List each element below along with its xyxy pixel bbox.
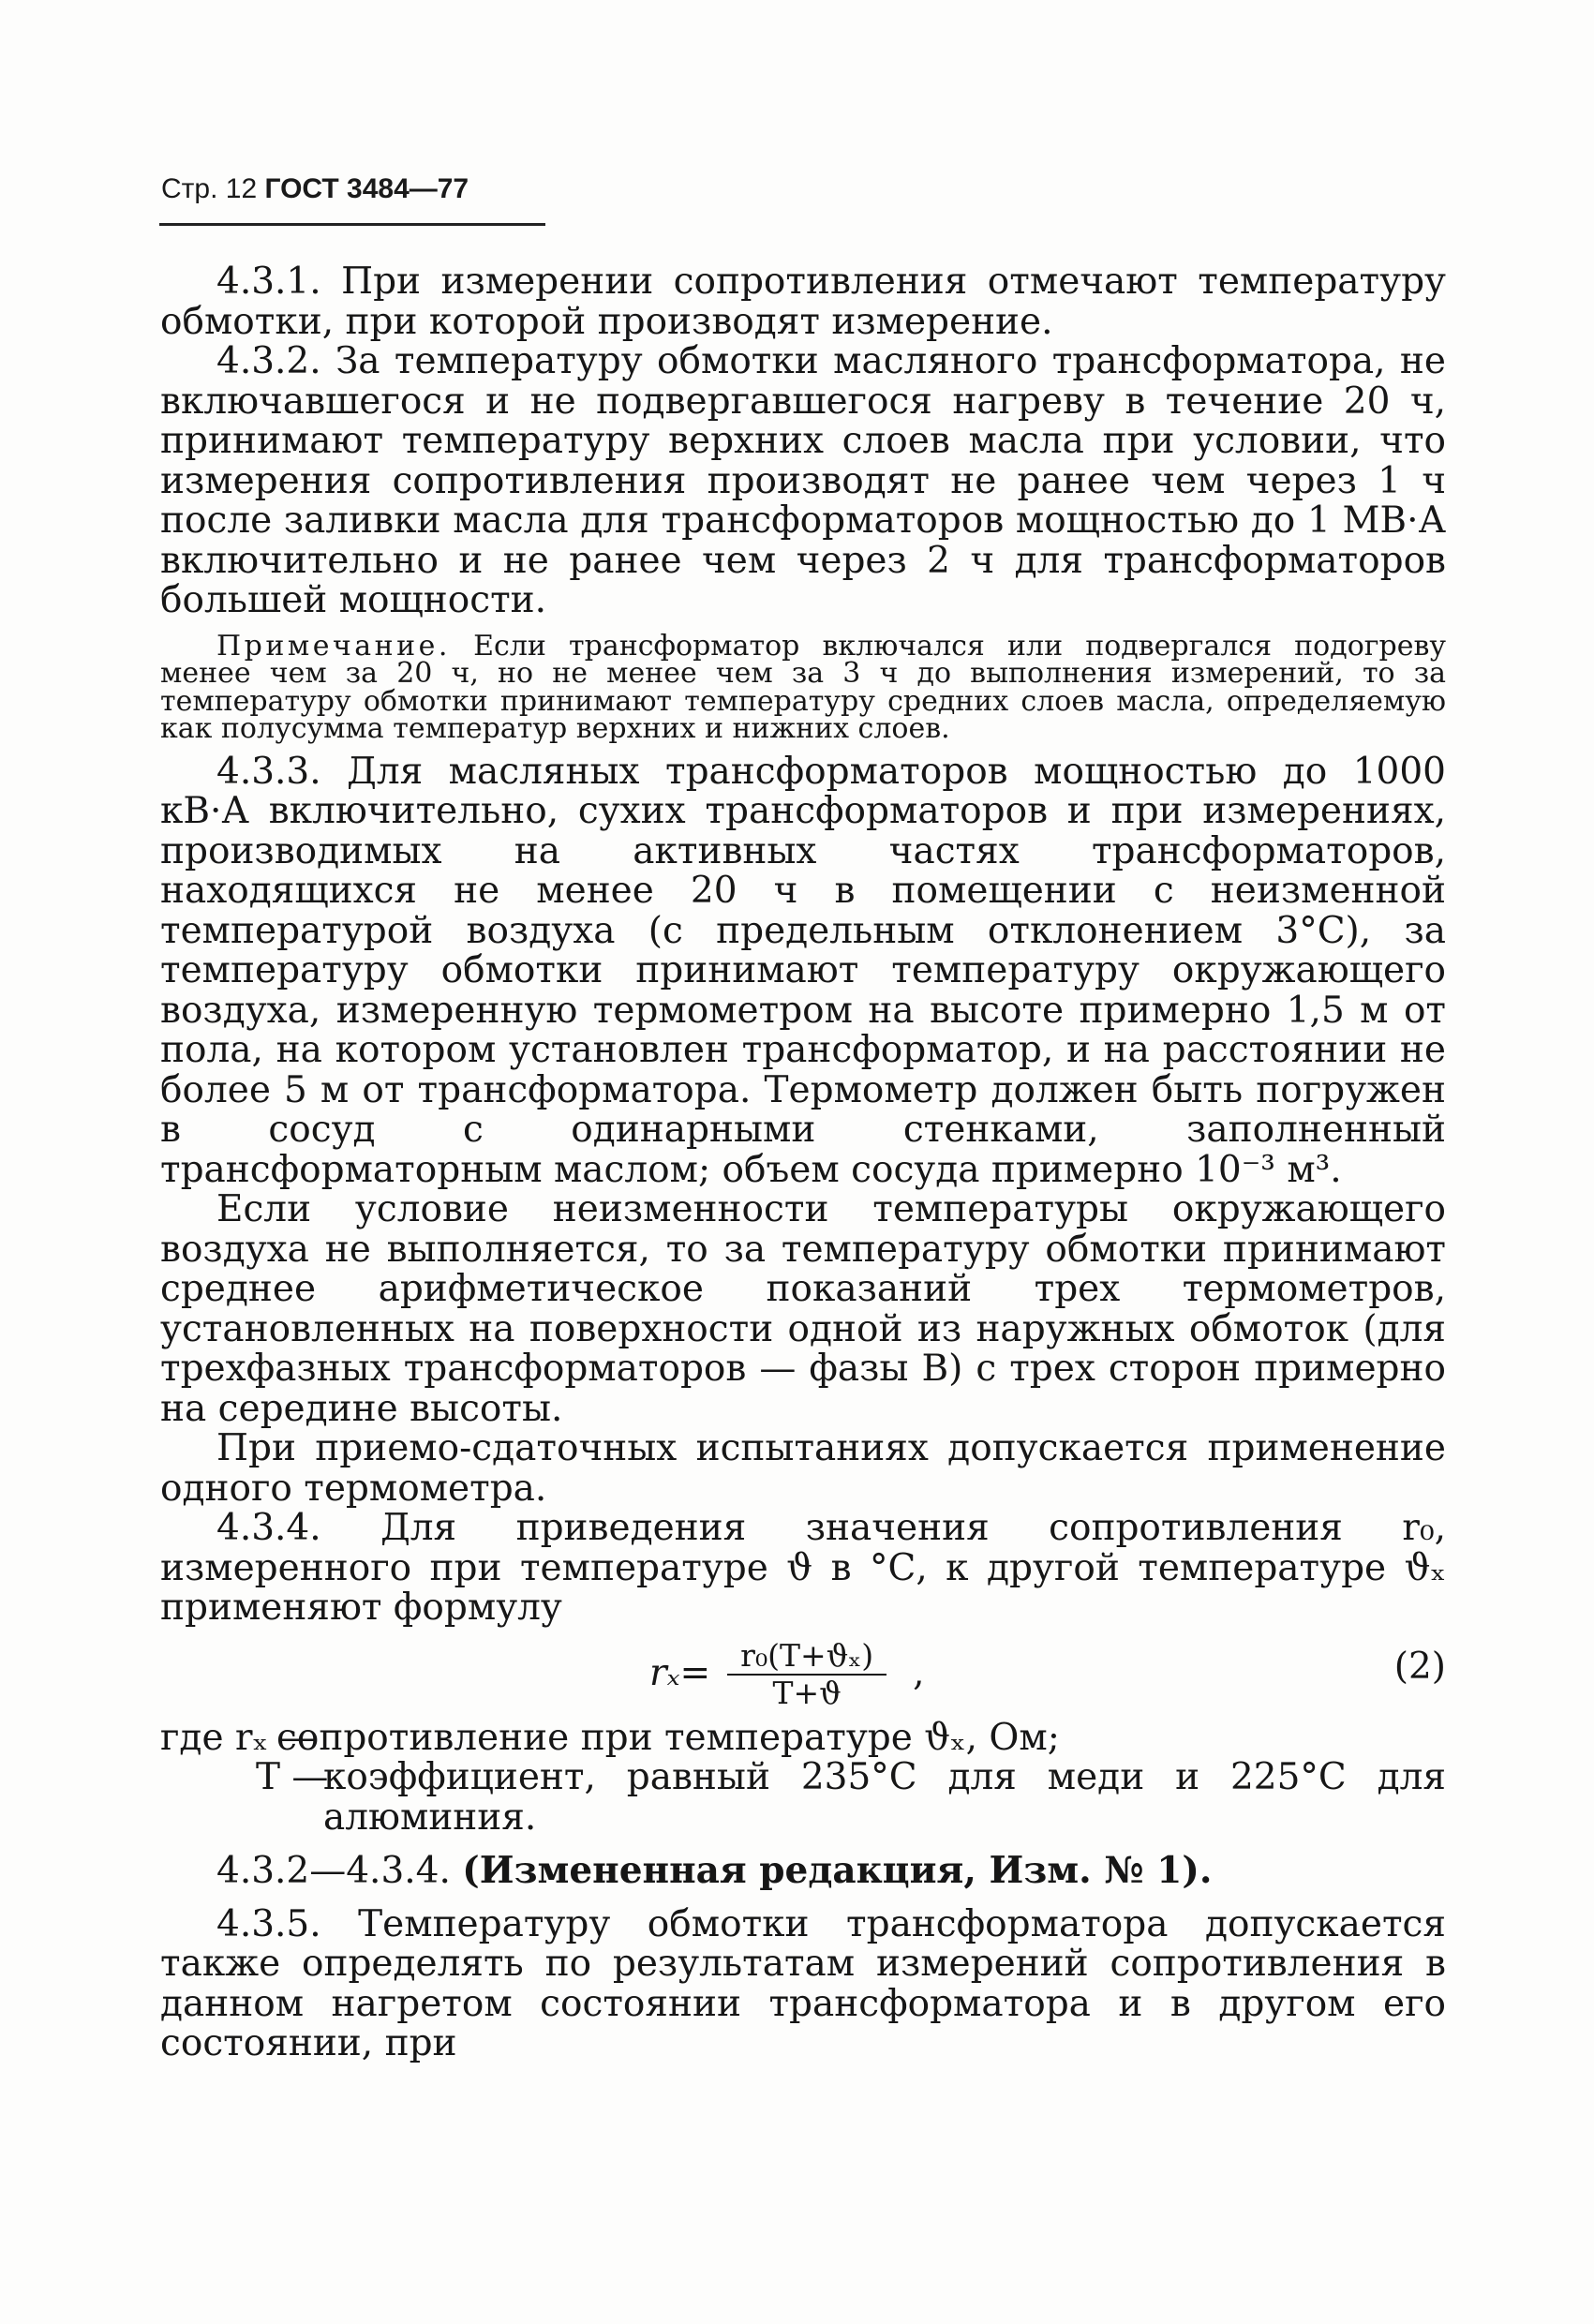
definition-key: где rₓ — [160, 1716, 317, 1759]
definition-t [160, 1758, 1446, 1838]
definition-text: коэффициент, равный 235°С для меди и 225°С для алюминия. [323, 1756, 1446, 1839]
paragraph-4-3-3: 4.3.3. Для масляных трансформаторов мощностью до 1000 кВ·А включительно, сухих трансформаторов и при измерениях, производимых на активных частях трансформаторов, находящихся не менее 20 ч в помещении с неизменной температурой воздуха (с предельным отклонением 3°С), за температуру обмотки принимают температуру окружающего воздуха, измеренную термометром на высоте примерно 1,5 м от пола, на котором установлен трансформатор, и на расстоянии не более 5 м от трансформатора. Термометр должен быть погружен в сосуд с одинарными стенками, заполненный трансформаторным маслом; объем сосуда примерно 10⁻³ м³. [160, 750, 1446, 1191]
paragraph-4-3-2: 4.3.2. За температуру обмотки масляного трансформатора, не включавшегося и не подвергавшегося нагреву в течение 20 ч, принимают температуру верхних слоев масла при условии, что измерения сопротивления производят не ранее чем через 1 ч после заливки масла для трансформаторов мощностью до 1 МВ·А включительно и не ранее чем через 2 ч для трансформаторов большей мощности. [160, 340, 1446, 621]
definition-rx [160, 1716, 1446, 1759]
paragraph-4-3-3-continued: Если условие неизменности температуры окружающего воздуха не выполняется, то за температуру обмотки принимают среднее арифметическое показаний трех термометров, установленных на поверхности одной из наружных обмоток (для трехфазных трансформаторов — фазы В) с трех сторон примерно на середине высоты. [160, 1188, 1446, 1430]
formula-denominator: T+ϑ [772, 1674, 842, 1711]
formula-lhs: rₓ= [649, 1652, 711, 1695]
amendment-prefix: 4.3.2—4.3.4. [216, 1850, 451, 1892]
definition-key: T — [256, 1756, 329, 1798]
formula-2 [160, 1629, 1446, 1719]
document-body [160, 262, 1446, 2064]
formula-definitions [160, 1716, 1446, 1839]
note [160, 629, 1446, 745]
amendment-note [160, 1851, 1446, 1892]
definition-text: сопротивление при температуре ϑₓ, Ом; [276, 1716, 1060, 1759]
paragraph-4-3-1: 4.3.1. При измерении сопротивления отмечают температуру обмотки, при которой производят измерение. [160, 261, 1446, 343]
formula-numerator: r₀(T+ϑₓ) [727, 1638, 886, 1676]
formula-comma: , [913, 1652, 925, 1695]
paragraph-4-3-5: 4.3.5. Температуру обмотки трансформатора допускается также определять по результатам измерений сопротивления в данном нагретом состоянии трансформатора и в другом его состоянии, при [160, 1902, 1446, 2064]
page-header [161, 173, 469, 205]
paragraph-4-3-4: 4.3.4. Для приведения значения сопротивления r₀, измеренного при температуре ϑ в °С, к другой температуре ϑₓ применяют формулу [160, 1507, 1446, 1629]
formula-fraction [727, 1638, 886, 1711]
note-text: Если трансформатор включался или подвергался подогреву менее чем за 20 ч, но не менее чем за 3 ч до выполнения измерений, то за температуру обмотки принимают температуру средних слоев масла, определяемую как полусумма температур верхних и нижних слоев. [160, 629, 1446, 745]
amendment-text: (Измененная редакция, Изм. № 1). [462, 1849, 1213, 1892]
header-rule [159, 223, 545, 226]
equation-number: (2) [1393, 1645, 1446, 1688]
standard-code: ГОСТ 3484—77 [264, 173, 469, 204]
paragraph-4-3-3-single-thermometer: При приемо-сдаточных испытаниях допускается применение одного термометра. [160, 1427, 1446, 1510]
formula-expression [649, 1638, 925, 1711]
page-number: Стр. 12 [161, 173, 258, 204]
note-label: Примечание. [216, 629, 451, 663]
